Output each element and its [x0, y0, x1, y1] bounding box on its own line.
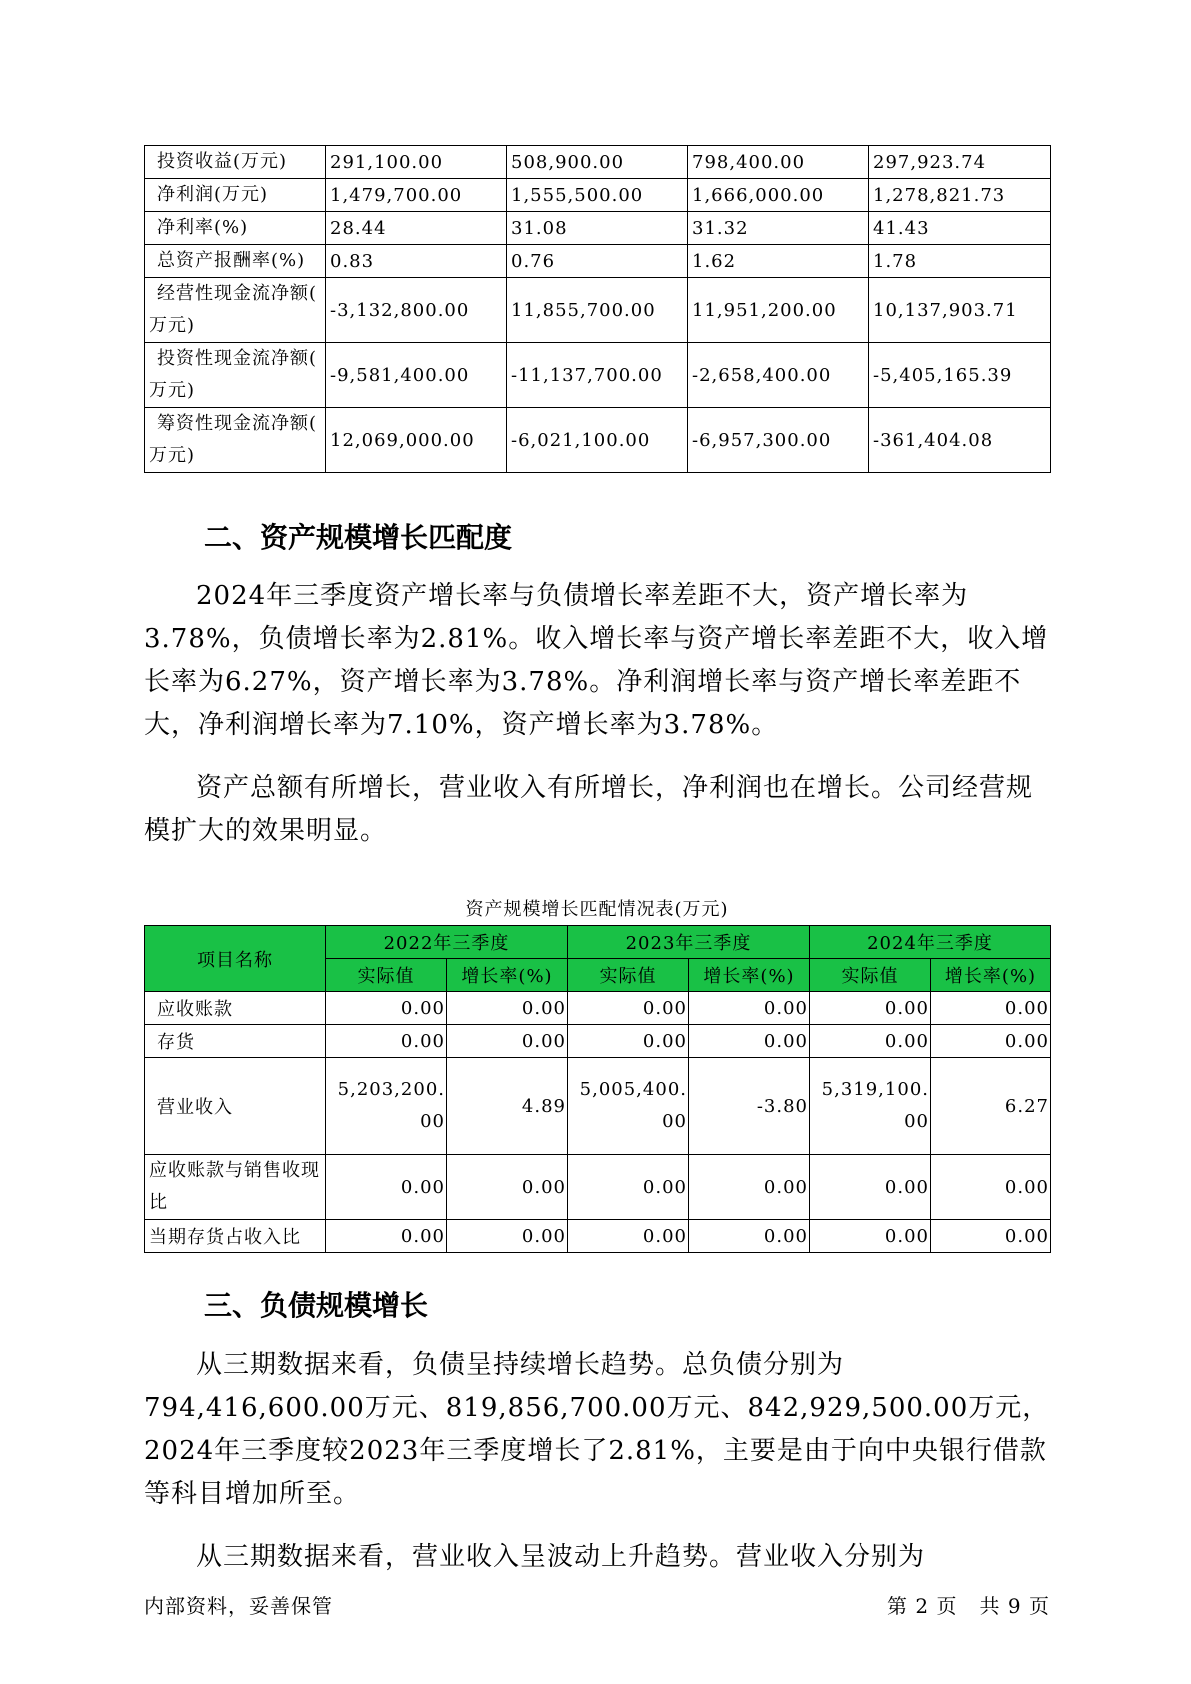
section2-paragraph-1: 2024年三季度资产增长率与负债增长率差距不大，资产增长率为3.78%，负债增长率为2.81%。收入增长率与资产增长率差距不大，收入增长率为6.27%，资产增长率为3.78%。净利润增长率与资产增长率差距不大，净利润增长率为7.10%，资产增长率为3.78%。 [144, 581, 1049, 740]
cell: 31.08 [507, 212, 688, 245]
cell: 0.00 [568, 1155, 689, 1220]
cell: 0.00 [931, 992, 1051, 1025]
cell: 11,855,700.00 [507, 278, 688, 343]
cell: 0.00 [326, 1025, 447, 1058]
header-period: 2022年三季度 [326, 926, 568, 959]
cell: 1,666,000.00 [688, 179, 869, 212]
cell: 0.00 [447, 1220, 568, 1253]
cell: 5,319,100.00 [810, 1058, 931, 1155]
row-label [145, 278, 326, 343]
cell: 0.00 [568, 1220, 689, 1253]
cell: 0.00 [810, 1220, 931, 1253]
table-row [145, 146, 1051, 179]
cell: -3,132,800.00 [326, 278, 507, 343]
cell: -5,405,165.39 [869, 343, 1051, 408]
cell: 0.00 [568, 992, 689, 1025]
cell: -6,021,100.00 [507, 408, 688, 473]
cell: 508,900.00 [507, 146, 688, 179]
section2-paragraph-2: 资产总额有所增长，营业收入有所增长，净利润也在增长。公司经营规模扩大的效果明显。 [144, 773, 1034, 846]
table-row [145, 1025, 1051, 1058]
header-growth: 增长率(%) [447, 959, 568, 992]
cell: 28.44 [326, 212, 507, 245]
section3-paragraph-2: 从三期数据来看，营业收入呈波动上升趋势。营业收入分别为 [196, 1542, 926, 1572]
cell: 0.00 [447, 992, 568, 1025]
cell: 0.00 [689, 1025, 810, 1058]
table-row [145, 1058, 1051, 1155]
cell: 6.27 [931, 1058, 1051, 1155]
row-label-line2: 万元) [149, 315, 196, 336]
cell: 0.00 [326, 992, 447, 1025]
cell: 0.00 [931, 1220, 1051, 1253]
row-label: 营业收入 [145, 1058, 326, 1155]
header-period: 2023年三季度 [568, 926, 810, 959]
cell: 0.00 [326, 1155, 447, 1220]
header-actual: 实际值 [810, 959, 931, 992]
cell: 1.78 [869, 245, 1051, 278]
table-row [145, 408, 1051, 473]
table-row [145, 1220, 1051, 1253]
cell: 0.00 [447, 1025, 568, 1058]
cell: 0.83 [326, 245, 507, 278]
row-label: 投资收益(万元) [145, 146, 326, 179]
row-label-line2: 万元) [149, 380, 196, 401]
cell: 5,203,200.00 [326, 1058, 447, 1155]
row-label: 净利率(%) [145, 212, 326, 245]
cell: 4.89 [447, 1058, 568, 1155]
cell: 0.00 [931, 1025, 1051, 1058]
cell: 5,005,400.00 [568, 1058, 689, 1155]
header-actual: 实际值 [568, 959, 689, 992]
header-period: 2024年三季度 [810, 926, 1051, 959]
cell: 0.00 [689, 992, 810, 1025]
financial-indicators-table [144, 145, 1051, 473]
row-label: 应收账款 [145, 992, 326, 1025]
cell: 1,555,500.00 [507, 179, 688, 212]
table-row [145, 179, 1051, 212]
table-row [145, 278, 1051, 343]
cell: 0.76 [507, 245, 688, 278]
cell: -9,581,400.00 [326, 343, 507, 408]
table-row [145, 343, 1051, 408]
section2-body [144, 575, 1056, 853]
row-label-line1: 筹资性现金流净额( [157, 413, 318, 434]
section2-heading: 二、资产规模增长匹配度 [204, 521, 513, 554]
row-label: 总资产报酬率(%) [145, 245, 326, 278]
table-header-row [145, 926, 1051, 959]
row-label [145, 343, 326, 408]
cell: 41.43 [869, 212, 1051, 245]
cell: -3.80 [689, 1058, 810, 1155]
cell: 0.00 [689, 1155, 810, 1220]
header-growth: 增长率(%) [689, 959, 810, 992]
footer-confidential: 内部资料，妥善保管 [144, 1594, 333, 1618]
table-row [145, 1155, 1051, 1220]
cell: 0.00 [689, 1220, 810, 1253]
row-label-line1: 经营性现金流净额( [157, 283, 318, 304]
cell: 11,951,200.00 [688, 278, 869, 343]
row-label: 应收账款与销售收现比 [145, 1155, 326, 1220]
header-item-name: 项目名称 [145, 926, 326, 992]
cell: 0.00 [810, 1025, 931, 1058]
table2-caption: 资产规模增长匹配情况表(万元) [465, 899, 729, 920]
footer-page-number: 第 2 页 共 9 页 [887, 1594, 1050, 1618]
cell: -11,137,700.00 [507, 343, 688, 408]
cell: 0.00 [810, 1155, 931, 1220]
cell: 10,137,903.71 [869, 278, 1051, 343]
cell: 0.00 [810, 992, 931, 1025]
cell: 0.00 [568, 1025, 689, 1058]
cell: 0.00 [931, 1155, 1051, 1220]
cell: 1,479,700.00 [326, 179, 507, 212]
cell: 1.62 [688, 245, 869, 278]
row-label-line2: 万元) [149, 445, 196, 466]
table-row [145, 212, 1051, 245]
cell: 31.32 [688, 212, 869, 245]
cell: 291,100.00 [326, 146, 507, 179]
row-label: 存货 [145, 1025, 326, 1058]
table-row [145, 245, 1051, 278]
row-label: 净利润(万元) [145, 179, 326, 212]
cell: 0.00 [326, 1220, 447, 1253]
header-growth: 增长率(%) [931, 959, 1051, 992]
cell: 297,923.74 [869, 146, 1051, 179]
header-actual: 实际值 [326, 959, 447, 992]
table-row [145, 992, 1051, 1025]
cell: 12,069,000.00 [326, 408, 507, 473]
cell: 798,400.00 [688, 146, 869, 179]
row-label: 当期存货占收入比 [145, 1220, 326, 1253]
section3-body [144, 1344, 1056, 1579]
cell: 0.00 [447, 1155, 568, 1220]
asset-growth-table [144, 925, 1051, 1253]
cell: -2,658,400.00 [688, 343, 869, 408]
row-label-line1: 投资性现金流净额( [157, 348, 318, 369]
row-label [145, 408, 326, 473]
section3-paragraph-1: 从三期数据来看，负债呈持续增长趋势。总负债分别为794,416,600.00万元、819,856,700.00万元、842,929,500.00万元，2024年三季度较2023年三季度增长了2.81%，主要是由于向中央银行借款等科目增加所至。 [144, 1350, 1050, 1509]
section3-heading: 三、负债规模增长 [204, 1289, 429, 1322]
cell: 1,278,821.73 [869, 179, 1051, 212]
cell: -361,404.08 [869, 408, 1051, 473]
cell: -6,957,300.00 [688, 408, 869, 473]
